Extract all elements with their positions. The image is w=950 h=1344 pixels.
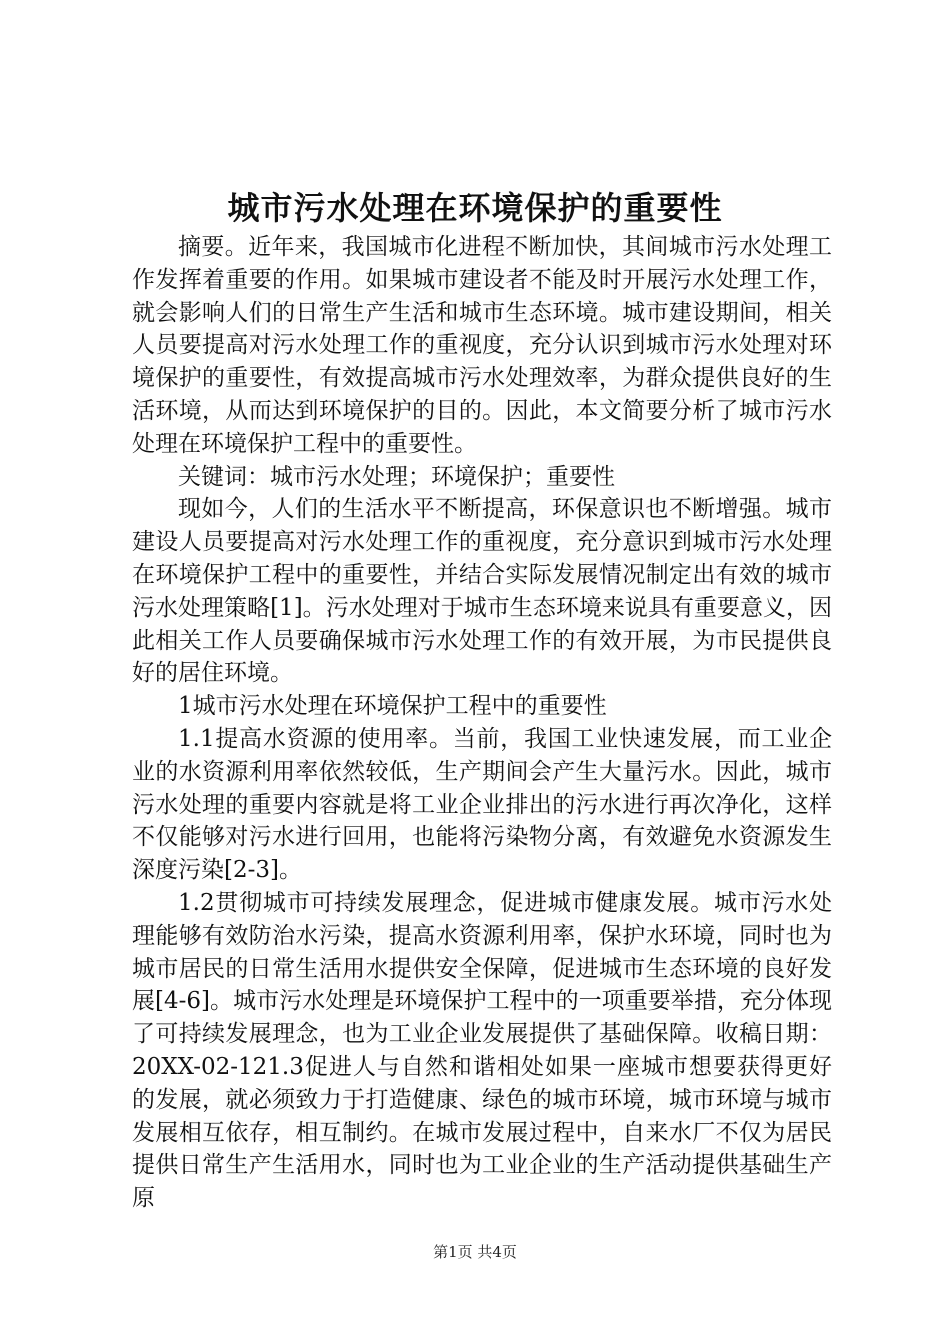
document-title: 城市污水处理在环境保护的重要性 (227, 189, 723, 227)
document-body (132, 231, 832, 1215)
abstract-paragraph: 摘要。近年来，我国城市化进程不断加快，其间城市污水处理工作发挥着重要的作用。如果城市建设者不能及时开展污水处理工作，就会影响人们的日常生产生活和城市生态环境。城市建设期间，相关人员要提高对污水处理工作的重视度，充分认识到城市污水处理对环境保护的重要性，有效提高城市污水处理效率，为群众提供良好的生活环境，从而达到环境保护的目的。因此，本文简要分析了城市污水处理在环境保护工程中的重要性。 (132, 234, 832, 457)
subsection-1-2-paragraph: 1.2贯彻城市可持续发展理念，促进城市健康发展。城市污水处理能够有效防治水污染，提高水资源利用率，保护水环境，同时也为城市居民的日常生活用水提供安全保障，促进城市生态环境的良好发展[4-6]。城市污水处理是环境保护工程中的一项重要举措，充分体现了可持续发展理念，也为工业企业发展提供了基础保障。收稿日期：20XX-02-121.3促进人与自然和谐相处如果一座城市想要获得更好的发展，就必须致力于打造健康、绿色的城市环境，城市环境与城市发展相互依存，相互制约。在城市发展过程中，自来水厂不仅为居民提供日常生产生活用水，同时也为工业企业的生产活动提供基础生产原 (132, 889, 832, 1212)
page-number-footer: 第1页 共4页 (433, 1243, 517, 1261)
section-heading: 1城市污水处理在环境保护工程中的重要性 (178, 693, 607, 720)
intro-paragraph: 现如今，人们的生活水平不断提高，环保意识也不断增强。城市建设人员要提高对污水处理工作的重视度，充分意识到城市污水处理在环境保护工程中的重要性，并结合实际发展情况制定出有效的城市污水处理策略[1]。污水处理对于城市生态环境来说具有重要意义，因此相关工作人员要确保城市污水处理工作的有效开展，为市民提供良好的居住环境。 (132, 496, 832, 687)
subsection-1-1-paragraph: 1.1提高水资源的使用率。当前，我国工业快速发展，而工业企业的水资源利用率依然较低，生产期间会产生大量污水。因此，城市污水处理的重要内容就是将工业企业排出的污水进行再次净化，这样不仅能够对污水进行回用，也能将污染物分离，有效避免水资源发生深度污染[2-3]。 (132, 725, 832, 884)
keywords-paragraph: 关键词：城市污水处理；环境保护；重要性 (178, 463, 615, 490)
